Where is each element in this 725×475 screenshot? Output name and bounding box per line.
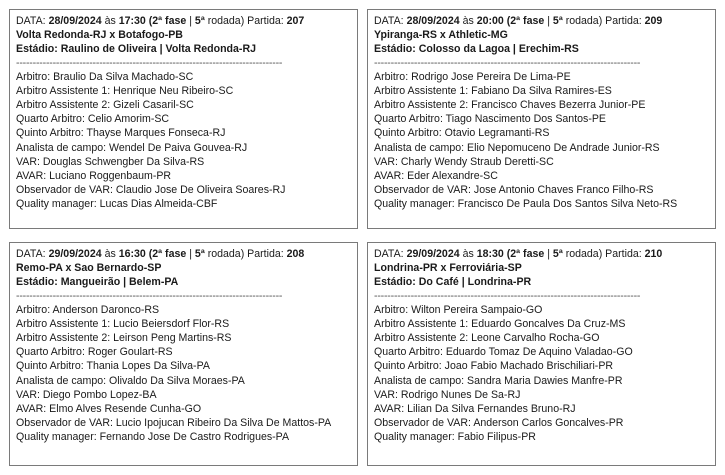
official-line: Arbitro: Wilton Pereira Sampaio-GO [374, 303, 543, 316]
official-line: Arbitro Assistente 2: Leirson Peng Martins-RS [16, 332, 232, 345]
match-teams: Remo-PA x Sao Bernardo-SP [16, 262, 162, 275]
match-card [367, 242, 716, 466]
official-line: Analista de campo: Sandra Maria Dawies Manfre-PR [374, 374, 623, 387]
date-prefix: DATA: [16, 248, 46, 260]
official-line: Quality manager: Lucas Dias Almeida-CBF [16, 198, 218, 211]
officials-list [374, 70, 710, 212]
match-number: 207 [286, 15, 305, 27]
officials-list [16, 70, 352, 212]
round-number: 5ª [194, 15, 205, 27]
round-word: rodada) [565, 15, 603, 27]
match-label: Partida: [605, 15, 642, 27]
official-line: Arbitro Assistente 1: Fabiano Da Silva Ramires-ES [374, 84, 612, 97]
match-teams: Volta Redonda-RJ x Botafogo-PB [16, 29, 183, 42]
match-date: 28/09/2024 [48, 15, 102, 27]
match-card [9, 242, 358, 466]
at-word: às [104, 248, 116, 260]
official-line: Arbitro Assistente 2: Leone Carvalho Rocha-GO [374, 332, 600, 345]
official-line: Arbitro Assistente 1: Eduardo Goncalves Da Cruz-MS [374, 317, 626, 330]
match-stadium: Estádio: Colosso da Lagoa | Erechim-RS [374, 43, 579, 56]
official-line: Quality manager: Francisco De Paula Dos Santos Silva Neto-RS [374, 198, 678, 211]
round-number: 5ª [552, 15, 563, 27]
match-time-phase: 20:00 (2ª fase [476, 15, 545, 27]
official-line: Arbitro: Rodrigo Jose Pereira De Lima-PE [374, 70, 571, 83]
divider: -------------------------------------------------------------------------------- [374, 289, 641, 302]
match-teams: Ypiranga-RS x Athletic-MG [374, 29, 508, 42]
official-line: Quinto Arbitro: Thayse Marques Fonseca-RJ [16, 127, 226, 140]
pipe-separator: | [547, 15, 550, 27]
official-line: VAR: Rodrigo Nunes De Sa-RJ [374, 388, 521, 401]
official-line: Analista de campo: Wendel De Paiva Gouvea-RJ [16, 141, 248, 154]
date-prefix: DATA: [374, 248, 404, 260]
match-label: Partida: [605, 248, 642, 260]
match-teams: Londrina-PR x Ferroviária-SP [374, 262, 522, 275]
pipe-separator: | [547, 248, 550, 260]
official-line: Quinto Arbitro: Joao Fabio Machado Brischiliari-PR [374, 360, 614, 373]
match-stadium: Estádio: Raulino de Oliveira | Volta Redonda-RJ [16, 43, 256, 56]
round-number: 5ª [552, 248, 563, 260]
match-header [16, 247, 352, 261]
pipe-separator: | [189, 15, 192, 27]
match-number: 210 [644, 248, 663, 260]
official-line: Arbitro Assistente 2: Francisco Chaves Bezerra Junior-PE [374, 99, 646, 112]
official-line: Analista de campo: Olivaldo Da Silva Moraes-PA [16, 374, 245, 387]
official-line: Quinto Arbitro: Otavio Legramanti-RS [374, 127, 550, 140]
match-header [374, 14, 710, 28]
at-word: às [462, 15, 474, 27]
round-word: rodada) [207, 248, 245, 260]
date-prefix: DATA: [374, 15, 404, 27]
match-stadium: Estádio: Mangueirão | Belem-PA [16, 276, 179, 289]
official-line: AVAR: Lilian Da Silva Fernandes Bruno-RJ [374, 403, 576, 416]
at-word: às [104, 15, 116, 27]
official-line: Quarto Arbitro: Eduardo Tomaz De Aquino Valadao-GO [374, 346, 633, 359]
match-stadium: Estádio: Do Café | Londrina-PR [374, 276, 532, 289]
official-line: Arbitro Assistente 1: Lucio Beiersdorf Flor-RS [16, 317, 230, 330]
match-date: 29/09/2024 [406, 248, 460, 260]
divider: -------------------------------------------------------------------------------- [16, 56, 283, 69]
officials-list [374, 303, 710, 445]
official-line: Observador de VAR: Claudio Jose De Oliveira Soares-RJ [16, 184, 286, 197]
official-line: Quarto Arbitro: Celio Amorim-SC [16, 113, 170, 126]
official-line: Quarto Arbitro: Tiago Nascimento Dos Santos-PE [374, 113, 606, 126]
match-date: 29/09/2024 [48, 248, 102, 260]
round-number: 5ª [194, 248, 205, 260]
official-line: Observador de VAR: Anderson Carlos Goncalves-PR [374, 417, 624, 430]
match-date: 28/09/2024 [406, 15, 460, 27]
official-line: VAR: Diego Pombo Lopez-BA [16, 388, 157, 401]
match-time-phase: 18:30 (2ª fase [476, 248, 545, 260]
official-line: AVAR: Luciano Roggenbaum-PR [16, 170, 172, 183]
divider: -------------------------------------------------------------------------------- [374, 56, 641, 69]
divider: -------------------------------------------------------------------------------- [16, 289, 283, 302]
official-line: Arbitro Assistente 1: Henrique Neu Ribeiro-SC [16, 84, 234, 97]
match-card [367, 9, 716, 229]
match-number: 208 [286, 248, 305, 260]
official-line: Quinto Arbitro: Thania Lopes Da Silva-PA [16, 360, 210, 373]
match-header [16, 14, 352, 28]
official-line: Quality manager: Fabio Filipus-PR [374, 431, 536, 444]
official-line: Observador de VAR: Lucio Ipojucan Ribeiro Da Silva De Mattos-PA [16, 417, 332, 430]
at-word: às [462, 248, 474, 260]
match-time-phase: 16:30 (2ª fase [118, 248, 187, 260]
official-line: VAR: Douglas Schwengber Da Silva-RS [16, 155, 205, 168]
date-prefix: DATA: [16, 15, 46, 27]
match-card [9, 9, 358, 229]
official-line: Arbitro: Anderson Daronco-RS [16, 303, 160, 316]
official-line: Analista de campo: Elio Nepomuceno De Andrade Junior-RS [374, 141, 660, 154]
officials-list [16, 303, 352, 445]
official-line: VAR: Charly Wendy Straub Deretti-SC [374, 155, 554, 168]
official-line: AVAR: Eder Alexandre-SC [374, 170, 498, 183]
round-word: rodada) [565, 248, 603, 260]
official-line: Observador de VAR: Jose Antonio Chaves Franco Filho-RS [374, 184, 654, 197]
official-line: AVAR: Elmo Alves Resende Cunha-GO [16, 403, 202, 416]
official-line: Arbitro Assistente 2: Gizeli Casaril-SC [16, 99, 194, 112]
match-number: 209 [644, 15, 663, 27]
official-line: Quality manager: Fernando Jose De Castro Rodrigues-PA [16, 431, 290, 444]
official-line: Quarto Arbitro: Roger Goulart-RS [16, 346, 173, 359]
official-line: Arbitro: Braulio Da Silva Machado-SC [16, 70, 194, 83]
match-label: Partida: [247, 248, 284, 260]
match-label: Partida: [247, 15, 284, 27]
match-header [374, 247, 710, 261]
match-time-phase: 17:30 (2ª fase [118, 15, 187, 27]
round-word: rodada) [207, 15, 245, 27]
pipe-separator: | [189, 248, 192, 260]
